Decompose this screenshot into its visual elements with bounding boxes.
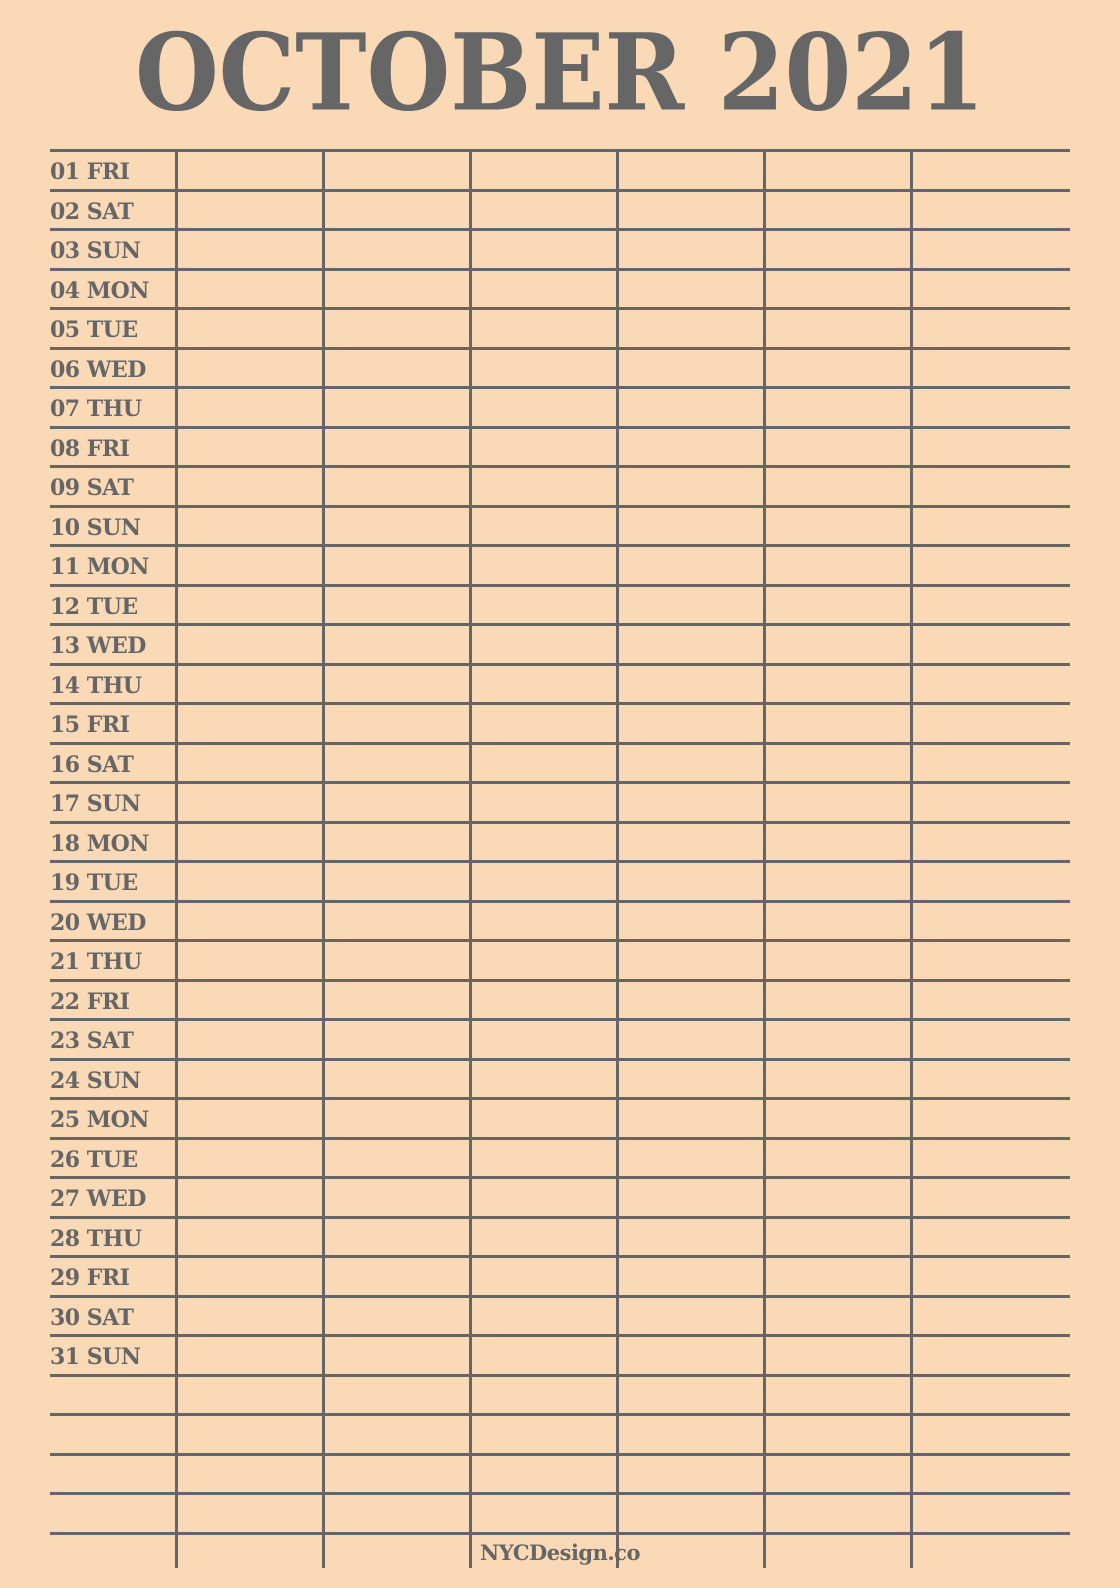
note-cell[interactable]: [325, 587, 469, 624]
note-cell[interactable]: [325, 1021, 469, 1058]
note-cell[interactable]: [178, 1179, 322, 1216]
planner-grid: [50, 150, 1070, 1540]
note-cell[interactable]: [325, 626, 469, 663]
note-cell[interactable]: [619, 1179, 763, 1216]
note-cell[interactable]: [766, 1416, 910, 1453]
note-cell[interactable]: [913, 350, 1070, 387]
note-cell[interactable]: [325, 666, 469, 703]
day-label: 14 THU: [50, 673, 142, 699]
note-cell[interactable]: [913, 429, 1070, 466]
note-cell[interactable]: [619, 310, 763, 347]
note-cell[interactable]: [619, 1377, 763, 1414]
note-cell[interactable]: [619, 547, 763, 584]
note-cell[interactable]: [913, 1456, 1070, 1493]
note-cell[interactable]: [913, 1140, 1070, 1177]
note-cell[interactable]: [913, 310, 1070, 347]
day-label: 08 FRI: [50, 436, 130, 462]
note-cell[interactable]: [913, 1298, 1070, 1335]
note-cell[interactable]: [178, 468, 322, 505]
note-cell[interactable]: [619, 271, 763, 308]
note-cell[interactable]: [913, 942, 1070, 979]
note-cell[interactable]: [472, 587, 616, 624]
note-cell[interactable]: [325, 231, 469, 268]
note-cell[interactable]: [325, 982, 469, 1019]
note-cell[interactable]: [766, 1377, 910, 1414]
note-cell[interactable]: [178, 587, 322, 624]
note-cell[interactable]: [913, 468, 1070, 505]
note-cell[interactable]: [913, 784, 1070, 821]
note-cell[interactable]: [325, 192, 469, 229]
note-cell[interactable]: [913, 745, 1070, 782]
note-cell[interactable]: [766, 784, 910, 821]
note-cell[interactable]: [766, 1100, 910, 1137]
note-cell[interactable]: [178, 350, 322, 387]
note-cell[interactable]: [178, 1061, 322, 1098]
day-label: 22 FRI: [50, 989, 130, 1015]
note-cell[interactable]: [178, 231, 322, 268]
note-cell[interactable]: [766, 429, 910, 466]
note-cell[interactable]: [325, 1456, 469, 1493]
note-cell[interactable]: [472, 1377, 616, 1414]
note-cell[interactable]: [325, 824, 469, 861]
row-divider: [50, 1532, 1070, 1535]
note-cell[interactable]: [178, 982, 322, 1019]
note-cell[interactable]: [178, 626, 322, 663]
note-cell[interactable]: [178, 1021, 322, 1058]
day-label: 05 TUE: [50, 317, 138, 343]
note-cell[interactable]: [472, 863, 616, 900]
note-cell[interactable]: [619, 666, 763, 703]
note-cell[interactable]: [913, 508, 1070, 545]
note-cell[interactable]: [766, 389, 910, 426]
day-label: 28 THU: [50, 1226, 142, 1252]
note-cell[interactable]: [913, 1100, 1070, 1137]
day-label: 24 SUN: [50, 1068, 141, 1094]
note-cell[interactable]: [472, 1298, 616, 1335]
note-cell[interactable]: [472, 1179, 616, 1216]
day-label: 16 SAT: [50, 752, 134, 778]
note-cell[interactable]: [325, 468, 469, 505]
note-cell[interactable]: [325, 429, 469, 466]
note-cell[interactable]: [619, 705, 763, 742]
note-cell[interactable]: [472, 429, 616, 466]
note-cell[interactable]: [619, 784, 763, 821]
note-cell[interactable]: [913, 1495, 1070, 1532]
note-cell[interactable]: [472, 982, 616, 1019]
day-label: 20 WED: [50, 910, 146, 936]
note-cell[interactable]: [766, 192, 910, 229]
note-cell[interactable]: [178, 310, 322, 347]
note-cell[interactable]: [619, 389, 763, 426]
note-cell[interactable]: [325, 1495, 469, 1532]
note-cell[interactable]: [913, 1258, 1070, 1295]
note-cell[interactable]: [178, 1337, 322, 1374]
note-cell[interactable]: [766, 1140, 910, 1177]
note-cell[interactable]: [472, 1021, 616, 1058]
note-cell[interactable]: [178, 192, 322, 229]
note-cell[interactable]: [472, 666, 616, 703]
note-cell[interactable]: [619, 1219, 763, 1256]
note-cell[interactable]: [766, 942, 910, 979]
note-cell[interactable]: [472, 705, 616, 742]
note-cell[interactable]: [913, 666, 1070, 703]
note-cell[interactable]: [913, 824, 1070, 861]
note-cell[interactable]: [178, 271, 322, 308]
day-label: 12 TUE: [50, 594, 138, 620]
note-cell[interactable]: [619, 1100, 763, 1137]
note-cell[interactable]: [178, 508, 322, 545]
day-label: 30 SAT: [50, 1305, 134, 1331]
note-cell[interactable]: [178, 942, 322, 979]
note-cell[interactable]: [178, 1416, 322, 1453]
note-cell[interactable]: [325, 1298, 469, 1335]
note-cell[interactable]: [766, 1337, 910, 1374]
note-cell[interactable]: [619, 1337, 763, 1374]
note-cell[interactable]: [766, 1298, 910, 1335]
note-cell[interactable]: [766, 824, 910, 861]
note-cell[interactable]: [472, 1219, 616, 1256]
note-cell[interactable]: [178, 705, 322, 742]
day-label: 03 SUN: [50, 238, 141, 264]
footer-credit: NYCDesign.co: [480, 1540, 640, 1565]
note-cell[interactable]: [472, 1495, 616, 1532]
note-cell[interactable]: [766, 1258, 910, 1295]
note-cell[interactable]: [913, 1061, 1070, 1098]
note-cell[interactable]: [913, 192, 1070, 229]
note-cell[interactable]: [913, 626, 1070, 663]
note-cell[interactable]: [472, 231, 616, 268]
note-cell[interactable]: [178, 1298, 322, 1335]
day-label: 01 FRI: [50, 159, 130, 185]
day-label: 21 THU: [50, 949, 142, 975]
note-cell[interactable]: [766, 626, 910, 663]
day-label: 27 WED: [50, 1186, 146, 1212]
note-cell[interactable]: [766, 745, 910, 782]
note-cell[interactable]: [472, 152, 616, 189]
note-cell[interactable]: [913, 271, 1070, 308]
note-cell[interactable]: [472, 784, 616, 821]
day-label: 06 WED: [50, 357, 146, 383]
note-cell[interactable]: [766, 271, 910, 308]
note-cell[interactable]: [619, 429, 763, 466]
note-cell[interactable]: [325, 1258, 469, 1295]
note-cell[interactable]: [325, 152, 469, 189]
note-cell[interactable]: [619, 231, 763, 268]
day-label: 13 WED: [50, 633, 146, 659]
note-cell[interactable]: [766, 547, 910, 584]
note-cell[interactable]: [178, 824, 322, 861]
note-cell[interactable]: [472, 1337, 616, 1374]
note-cell[interactable]: [766, 152, 910, 189]
note-cell[interactable]: [325, 942, 469, 979]
note-cell[interactable]: [472, 626, 616, 663]
note-cell[interactable]: [178, 1219, 322, 1256]
note-cell[interactable]: [619, 1140, 763, 1177]
note-cell[interactable]: [472, 824, 616, 861]
note-cell[interactable]: [913, 1377, 1070, 1414]
note-cell[interactable]: [619, 1495, 763, 1532]
note-cell[interactable]: [619, 1298, 763, 1335]
note-cell[interactable]: [913, 1416, 1070, 1453]
note-cell[interactable]: [619, 508, 763, 545]
day-label: 15 FRI: [50, 712, 130, 738]
note-cell[interactable]: [913, 231, 1070, 268]
note-cell[interactable]: [325, 271, 469, 308]
note-cell[interactable]: [472, 468, 616, 505]
note-cell[interactable]: [472, 942, 616, 979]
note-cell[interactable]: [766, 1219, 910, 1256]
note-cell[interactable]: [325, 705, 469, 742]
note-cell[interactable]: [472, 271, 616, 308]
note-cell[interactable]: [325, 1140, 469, 1177]
note-cell[interactable]: [766, 310, 910, 347]
note-cell[interactable]: [913, 705, 1070, 742]
note-cell[interactable]: [472, 508, 616, 545]
note-cell[interactable]: [913, 152, 1070, 189]
note-cell[interactable]: [325, 784, 469, 821]
note-cell[interactable]: [619, 745, 763, 782]
note-cell[interactable]: [913, 1337, 1070, 1374]
note-cell[interactable]: [472, 192, 616, 229]
note-cell[interactable]: [766, 231, 910, 268]
note-cell[interactable]: [472, 745, 616, 782]
note-cell[interactable]: [178, 903, 322, 940]
day-label: 25 MON: [50, 1107, 149, 1133]
note-cell[interactable]: [178, 666, 322, 703]
note-cell[interactable]: [325, 508, 469, 545]
note-cell[interactable]: [178, 1456, 322, 1493]
note-cell[interactable]: [766, 903, 910, 940]
note-cell[interactable]: [766, 468, 910, 505]
note-cell[interactable]: [178, 152, 322, 189]
note-cell[interactable]: [913, 903, 1070, 940]
note-cell[interactable]: [913, 547, 1070, 584]
note-cell[interactable]: [178, 547, 322, 584]
day-label: 26 TUE: [50, 1147, 138, 1173]
note-cell[interactable]: [178, 1377, 322, 1414]
note-cell[interactable]: [325, 1219, 469, 1256]
note-cell[interactable]: [766, 982, 910, 1019]
note-cell[interactable]: [325, 1179, 469, 1216]
note-cell[interactable]: [178, 1258, 322, 1295]
day-label: 07 THU: [50, 396, 142, 422]
note-cell[interactable]: [619, 1258, 763, 1295]
note-cell[interactable]: [913, 587, 1070, 624]
note-cell[interactable]: [766, 1061, 910, 1098]
note-cell[interactable]: [766, 350, 910, 387]
note-cell[interactable]: [766, 1456, 910, 1493]
note-cell[interactable]: [619, 350, 763, 387]
note-cell[interactable]: [913, 982, 1070, 1019]
note-cell[interactable]: [325, 310, 469, 347]
day-label: 11 MON: [50, 554, 149, 580]
note-cell[interactable]: [913, 389, 1070, 426]
note-cell[interactable]: [766, 1021, 910, 1058]
note-cell[interactable]: [472, 1100, 616, 1137]
day-label: 09 SAT: [50, 475, 134, 501]
note-cell[interactable]: [913, 863, 1070, 900]
note-cell[interactable]: [619, 982, 763, 1019]
note-cell[interactable]: [178, 1140, 322, 1177]
note-cell[interactable]: [472, 1061, 616, 1098]
note-cell[interactable]: [619, 863, 763, 900]
note-cell[interactable]: [766, 1179, 910, 1216]
note-cell[interactable]: [472, 1416, 616, 1453]
note-cell[interactable]: [766, 587, 910, 624]
note-cell[interactable]: [325, 745, 469, 782]
note-cell[interactable]: [178, 745, 322, 782]
note-cell[interactable]: [619, 903, 763, 940]
note-cell[interactable]: [325, 1416, 469, 1453]
note-cell[interactable]: [325, 389, 469, 426]
note-cell[interactable]: [619, 587, 763, 624]
note-cell[interactable]: [325, 547, 469, 584]
note-cell[interactable]: [619, 1416, 763, 1453]
note-cell[interactable]: [472, 350, 616, 387]
note-cell[interactable]: [178, 1100, 322, 1137]
day-label: 04 MON: [50, 278, 149, 304]
note-cell[interactable]: [178, 429, 322, 466]
note-cell[interactable]: [472, 903, 616, 940]
day-label: 02 SAT: [50, 199, 134, 225]
note-cell[interactable]: [325, 1377, 469, 1414]
day-label: 23 SAT: [50, 1028, 134, 1054]
note-cell[interactable]: [325, 1061, 469, 1098]
note-cell[interactable]: [472, 1258, 616, 1295]
note-cell[interactable]: [766, 1495, 910, 1532]
note-cell[interactable]: [472, 1140, 616, 1177]
day-label: 19 TUE: [50, 870, 138, 896]
note-cell[interactable]: [766, 508, 910, 545]
note-cell[interactable]: [178, 784, 322, 821]
note-cell[interactable]: [766, 705, 910, 742]
note-cell[interactable]: [619, 192, 763, 229]
note-cell[interactable]: [766, 666, 910, 703]
note-cell[interactable]: [325, 1337, 469, 1374]
note-cell[interactable]: [325, 903, 469, 940]
note-cell[interactable]: [619, 1456, 763, 1493]
note-cell[interactable]: [619, 1021, 763, 1058]
note-cell[interactable]: [472, 389, 616, 426]
note-cell[interactable]: [619, 824, 763, 861]
day-label: 29 FRI: [50, 1265, 130, 1291]
note-cell[interactable]: [325, 350, 469, 387]
note-cell[interactable]: [178, 1495, 322, 1532]
note-cell[interactable]: [472, 1456, 616, 1493]
note-cell[interactable]: [913, 1179, 1070, 1216]
day-label: 31 SUN: [50, 1344, 141, 1370]
note-cell[interactable]: [178, 863, 322, 900]
note-cell[interactable]: [913, 1021, 1070, 1058]
note-cell[interactable]: [325, 863, 469, 900]
note-cell[interactable]: [325, 1100, 469, 1137]
note-cell[interactable]: [619, 1061, 763, 1098]
note-cell[interactable]: [619, 152, 763, 189]
note-cell[interactable]: [619, 468, 763, 505]
note-cell[interactable]: [472, 310, 616, 347]
day-label: 10 SUN: [50, 515, 141, 541]
day-label: 17 SUN: [50, 791, 141, 817]
note-cell[interactable]: [472, 547, 616, 584]
page-title: OCTOBER 2021: [135, 10, 985, 135]
note-cell[interactable]: [619, 626, 763, 663]
day-label: 18 MON: [50, 831, 149, 857]
note-cell[interactable]: [766, 863, 910, 900]
note-cell[interactable]: [178, 389, 322, 426]
note-cell[interactable]: [619, 942, 763, 979]
note-cell[interactable]: [913, 1219, 1070, 1256]
